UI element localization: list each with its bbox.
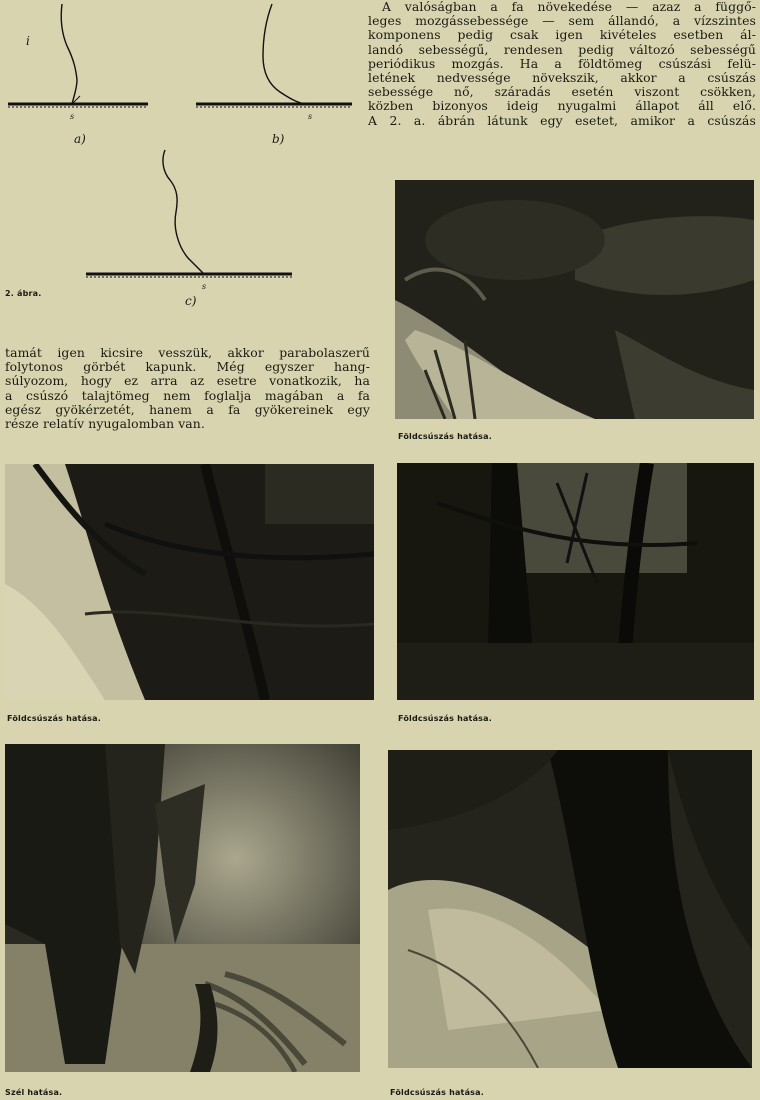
text-line: egész gyökérzetét, hanem a fa gyökereinek egy — [5, 401, 370, 417]
photo-caption: Földcsúszás hatása. — [398, 714, 492, 723]
label-a: a) — [74, 132, 86, 146]
photo-wind — [5, 744, 360, 1072]
label-s-a: s — [70, 112, 75, 121]
tree-growth-diagram — [0, 0, 380, 310]
text-block-left — [5, 346, 370, 431]
photo-caption: Földcsúszás hatása. — [390, 1088, 484, 1097]
photo-landslide-4 — [388, 750, 752, 1068]
label-i: i — [26, 34, 30, 48]
text-block-right — [368, 0, 756, 128]
photo-caption: Földcsúszás hatása. — [7, 714, 101, 723]
label-b: b) — [272, 132, 285, 146]
text-line: A valóságban a fa növekedése — azaz a függő- — [382, 0, 756, 14]
text-line: tamát igen kicsire vesszük, akkor parabolaszerű — [5, 345, 370, 360]
text-line: A 2. a. ábrán látunk egy esetet, amikor a csúszás — [368, 112, 756, 128]
label-s-c: s — [202, 282, 207, 291]
photo-caption: Földcsúszás hatása. — [398, 432, 492, 441]
label-s-b: s — [308, 112, 313, 121]
text-line: része relatív nyugalomban van. — [5, 416, 205, 432]
photo-caption: Szél hatása. — [5, 1088, 63, 1097]
text-line: komponens pedig csak igen kivételes esetben ál- — [368, 27, 756, 43]
text-line: landó sebességű, rendesen pedig változó sebességű — [368, 41, 756, 57]
figure-2-diagram — [0, 0, 380, 310]
figure-caption: 2. ábra. — [5, 289, 42, 298]
photo-landslide-2 — [5, 464, 374, 700]
text-line: közben bizonyos ideig nyugalmi állapot áll elő. — [368, 98, 756, 114]
photo-landslide-3 — [397, 463, 754, 700]
text-line: leges mozgássebessége — sem állandó, a vízszintes — [368, 13, 756, 29]
label-c: c) — [185, 294, 197, 308]
text-line: letének nedvessége növekszik, akkor a csúszás — [368, 70, 756, 86]
photo-landslide-1 — [395, 180, 754, 419]
text-line: súlyozom, hogy ez arra az esetre vonatkozik, ha — [5, 373, 370, 389]
text-line: a csúszó talajtömeg nem foglalja magában a fa — [5, 387, 370, 403]
text-line: sebessége nő, száradás esetén viszont csökken, — [368, 84, 756, 100]
text-line: periódikus mozgás. Ha a földtömeg csúszási felü- — [368, 55, 756, 71]
text-line: folytonos görbét kapunk. Még egyszer hang- — [5, 359, 370, 375]
